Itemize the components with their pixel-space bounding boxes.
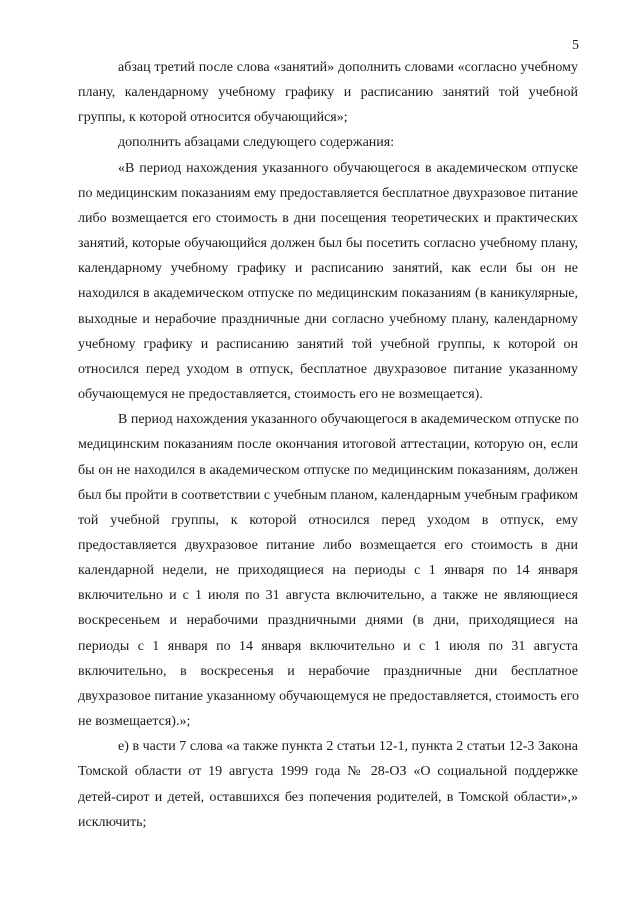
- page-number: 5: [572, 38, 579, 53]
- paragraph: [78, 130, 578, 155]
- text-line: группы, к которой относится обучающийся»;: [78, 110, 348, 126]
- text-line: воскресеньем и нерабочими праздничными днями (в дни, приходящиеся на: [78, 613, 578, 629]
- text-line: предоставляется двухразовое питание либо возмещается его стоимость в дни: [78, 537, 578, 553]
- text-line: обучающемуся не предоставляется, стоимость его не возмещается).: [78, 387, 483, 403]
- text-line: был бы пройти в соответствии с учебным планом, календарным учебным графиком: [78, 487, 579, 503]
- text-line: В период нахождения указанного обучающегося в академическом отпуске по: [118, 412, 579, 428]
- text-line: двухразовое питание указанному обучающемуся не предоставляется, стоимость его: [78, 688, 580, 704]
- text-line: дополнить абзацами следующего содержания:: [118, 135, 395, 151]
- text-line: не возмещается).»;: [78, 714, 191, 730]
- text-line: находился в академическом отпуске по медицинским показаниям (в каникулярные,: [78, 286, 578, 302]
- text-line: включительно, в воскресенья и нерабочие праздничные дни бесплатное: [78, 663, 578, 679]
- text-line: учебному графику и расписанию занятий той учебной группы, к которой он: [78, 336, 578, 352]
- text-line: выходные и нерабочие праздничные дни согласно учебному плану, календарному: [78, 311, 578, 327]
- text-line: либо возмещается его стоимость в дни посещения теоретических и практических: [78, 210, 578, 226]
- text-line: календарной недели, не приходящиеся на периоды с 1 января по 14 января: [78, 563, 578, 579]
- paragraph: [78, 734, 578, 835]
- text-line: исключить;: [78, 814, 147, 830]
- text-line: относился перед уходом в отпуск, бесплатное двухразовое питание указанному: [78, 361, 578, 377]
- text-line: по медицинским показаниям ему предоставляется бесплатное двухразовое питание: [78, 185, 578, 201]
- text-line: календарному учебному графику и расписанию занятий, как если бы он не: [78, 261, 578, 277]
- paragraph: [78, 55, 578, 130]
- text-line: занятий, которые обучающийся должен был бы посетить согласно учебному плану,: [78, 236, 578, 252]
- paragraph: [78, 407, 578, 734]
- text-line: е) в части 7 слова «а также пункта 2 статьи 12-1, пункта 2 статьи 12-3 Закона: [118, 739, 578, 755]
- document-body: [78, 55, 578, 835]
- text-line: медицинским показаниям после окончания итоговой аттестации, которую он, если: [78, 437, 578, 453]
- text-line: включительно и с 1 июля по 31 августа включительно, а также не являющиеся: [78, 588, 578, 604]
- text-line: Томской области от 19 августа 1999 года № 28-ОЗ «О социальной поддержке: [78, 764, 578, 780]
- text-line: той учебной группы, к которой относился перед уходом в отпуск, ему: [78, 512, 578, 528]
- text-line: детей-сирот и детей, оставшихся без попечения родителей, в Томской области»,»: [78, 789, 578, 805]
- text-line: бы он не находился в академическом отпуске по медицинским показаниям, должен: [78, 462, 578, 478]
- text-line: периоды с 1 января по 14 января включительно и с 1 июля по 31 августа: [78, 638, 578, 654]
- paragraph: [78, 156, 578, 408]
- text-line: плану, календарному учебному графику и расписанию занятий той учебной: [78, 85, 578, 101]
- text-line: «В период нахождения указанного обучающегося в академическом отпуске: [118, 160, 578, 176]
- text-line: абзац третий после слова «занятий» дополнить словами «согласно учебному: [118, 60, 578, 75]
